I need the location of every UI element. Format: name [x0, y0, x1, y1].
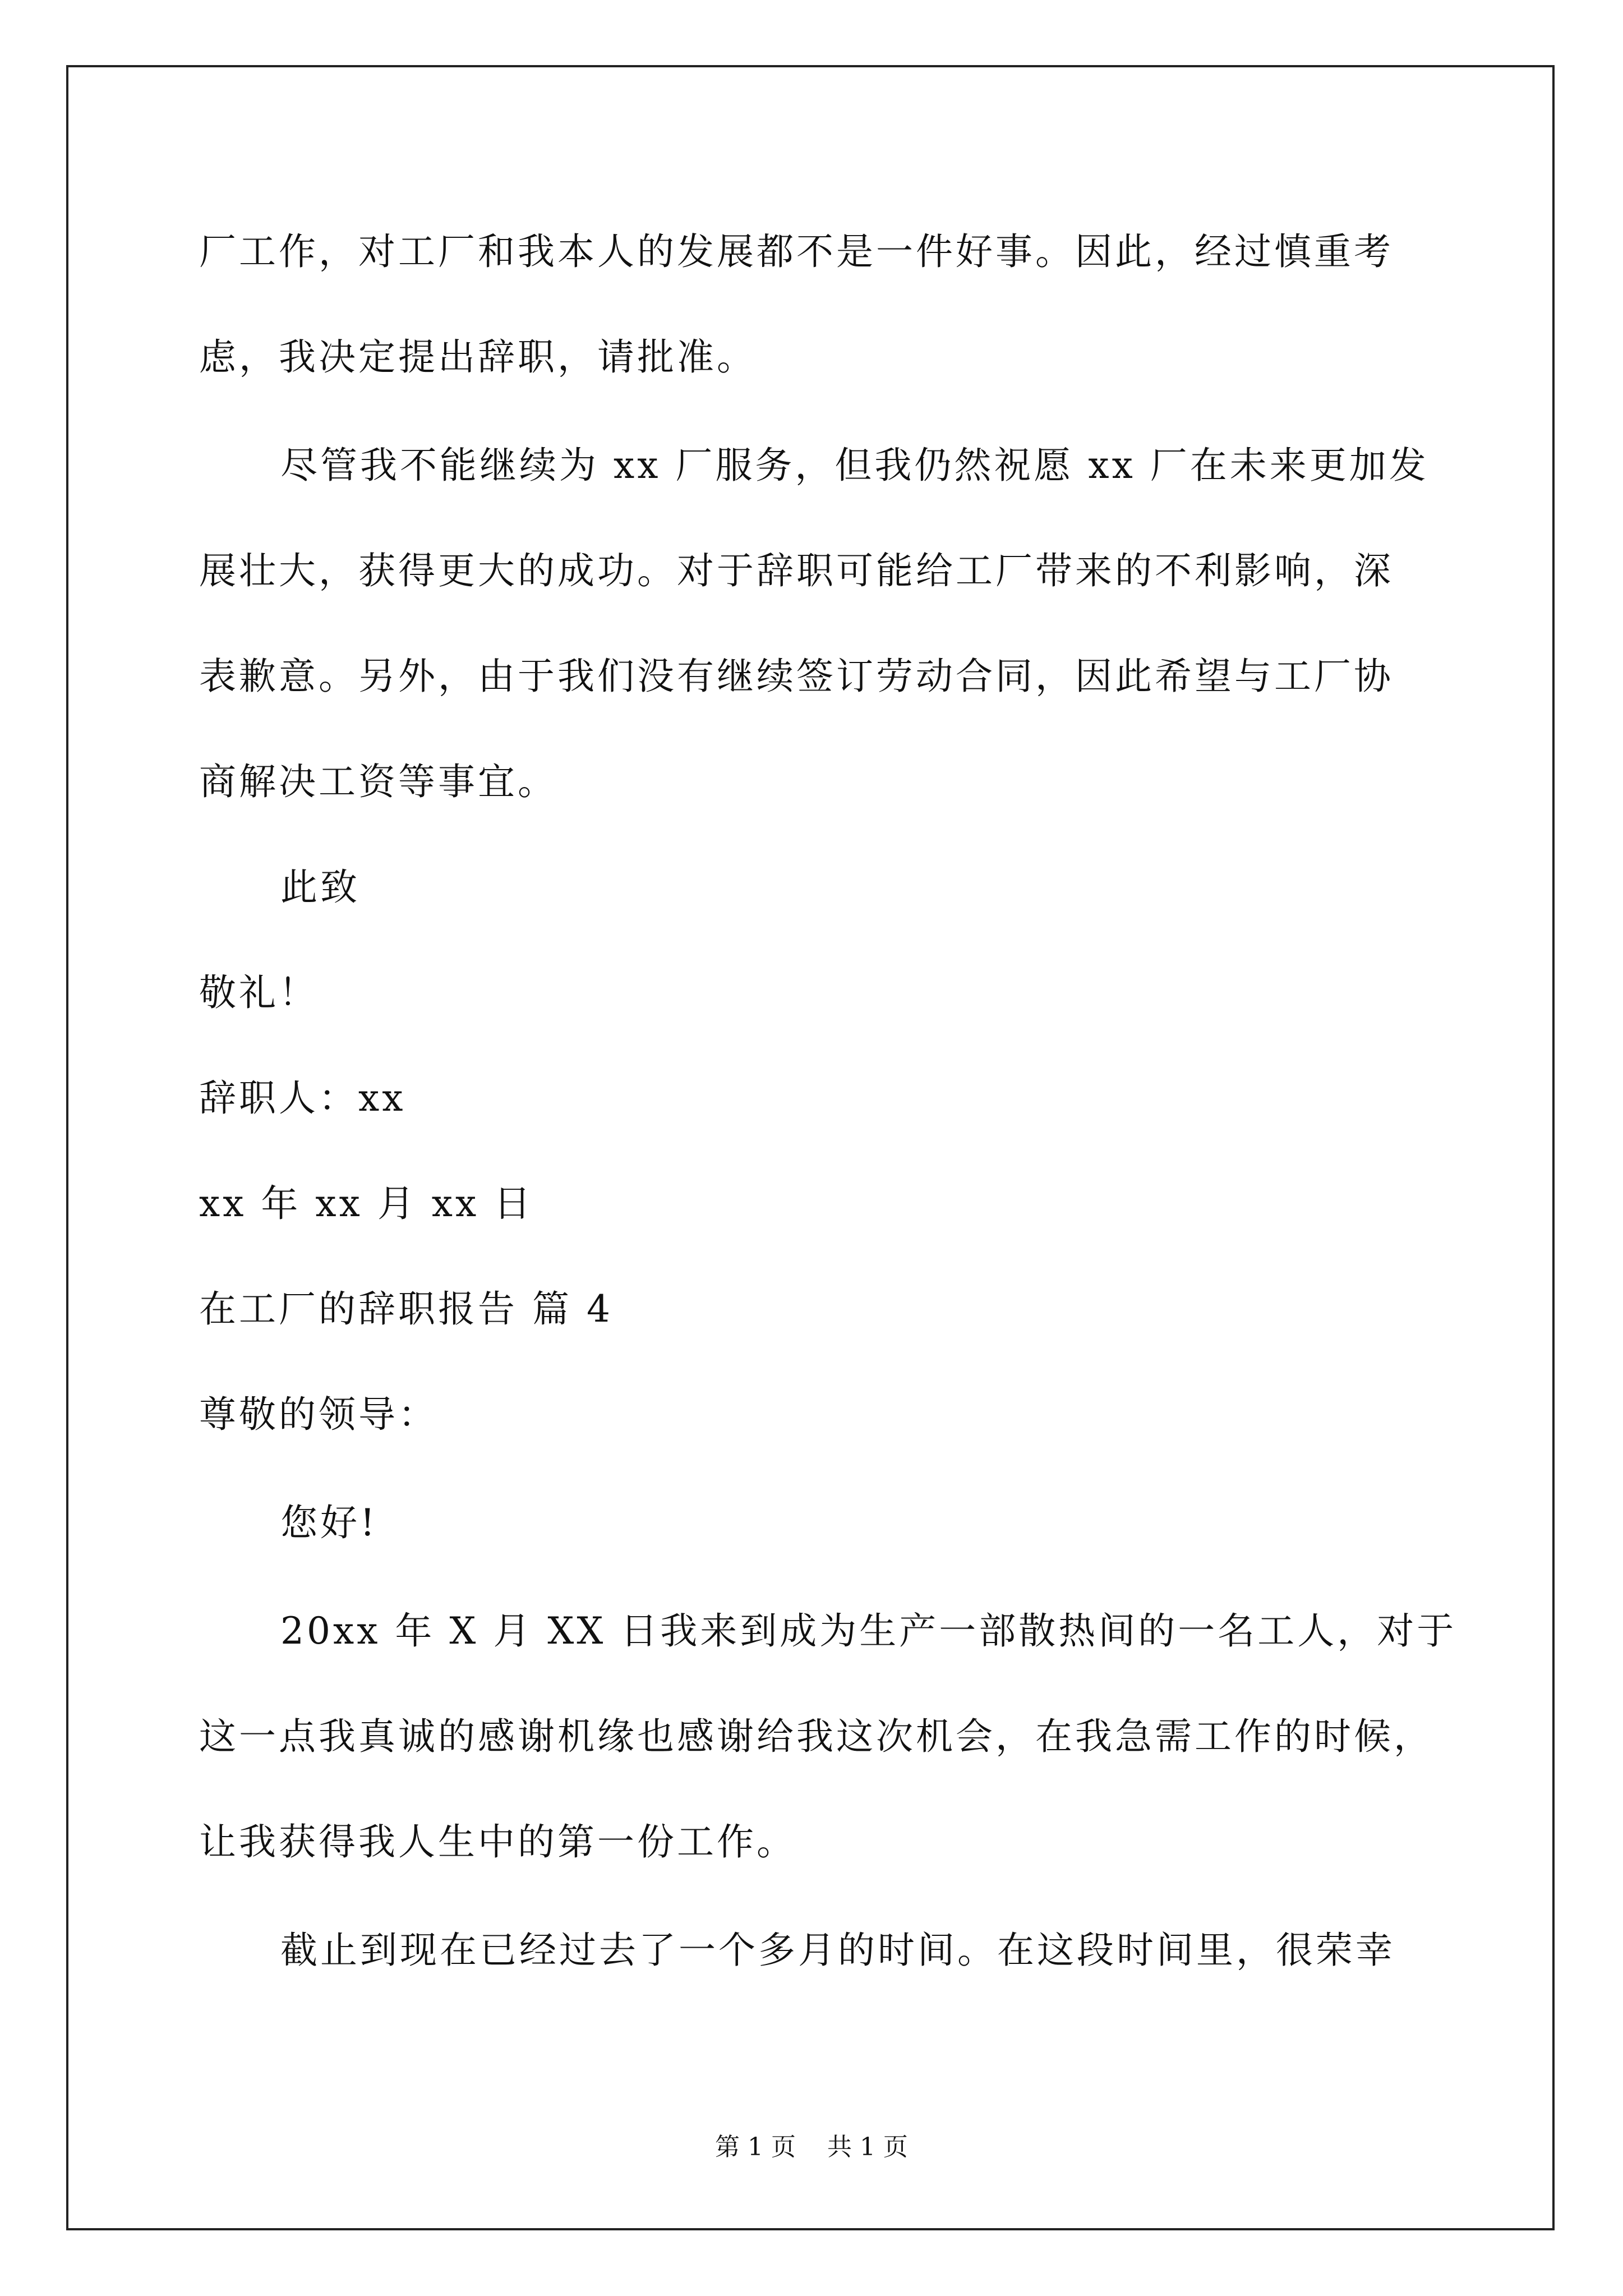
paragraph-line-1: 厂工作，对工厂和我本人的发展都不是一件好事。因此，经过慎重考: [199, 230, 1394, 273]
paragraph-line-14: 20xx 年 X 月 XX 日我来到成为生产一部散热间的一名工人，对于: [280, 1609, 1457, 1653]
paragraph-line-16: 让我获得我人生中的第一份工作。: [199, 1820, 796, 1864]
hello-line: 您好!: [280, 1501, 378, 1544]
greeting-line: 尊敬的领导：: [199, 1393, 438, 1436]
page-footer: 第 1 页 共 1 页: [715, 2133, 908, 2161]
section-heading: 在工厂的辞职报告 篇 4: [199, 1287, 613, 1331]
paragraph-line-15: 这一点我真诚的感谢机缘也感谢给我这次机会，在我急需工作的时候，: [199, 1715, 1433, 1758]
paragraph-line-5: 表歉意。另外，由于我们没有继续签订劳动合同，因此希望与工厂协: [199, 655, 1394, 698]
date-line: xx 年 xx 月 xx 日: [199, 1182, 534, 1225]
page-border: [66, 65, 1555, 2230]
closing-salutation: 此致: [280, 866, 360, 909]
paragraph-line-6: 商解决工资等事宜。: [199, 760, 557, 803]
paragraph-line-17: 截止到现在已经过去了一个多月的时间。在这段时间里，很荣幸: [280, 1929, 1395, 1972]
paragraph-line-2: 虑，我决定提出辞职，请批准。: [199, 335, 757, 379]
paragraph-line-3: 尽管我不能继续为 xx 厂服务，但我仍然祝愿 xx 厂在未来更加发: [280, 444, 1429, 487]
signature-line: 辞职人：xx: [199, 1076, 406, 1120]
closing-regards: 敬礼！: [199, 971, 319, 1014]
paragraph-line-4: 展壮大，获得更大的成功。对于辞职可能给工厂带来的不利影响，深: [199, 549, 1394, 592]
